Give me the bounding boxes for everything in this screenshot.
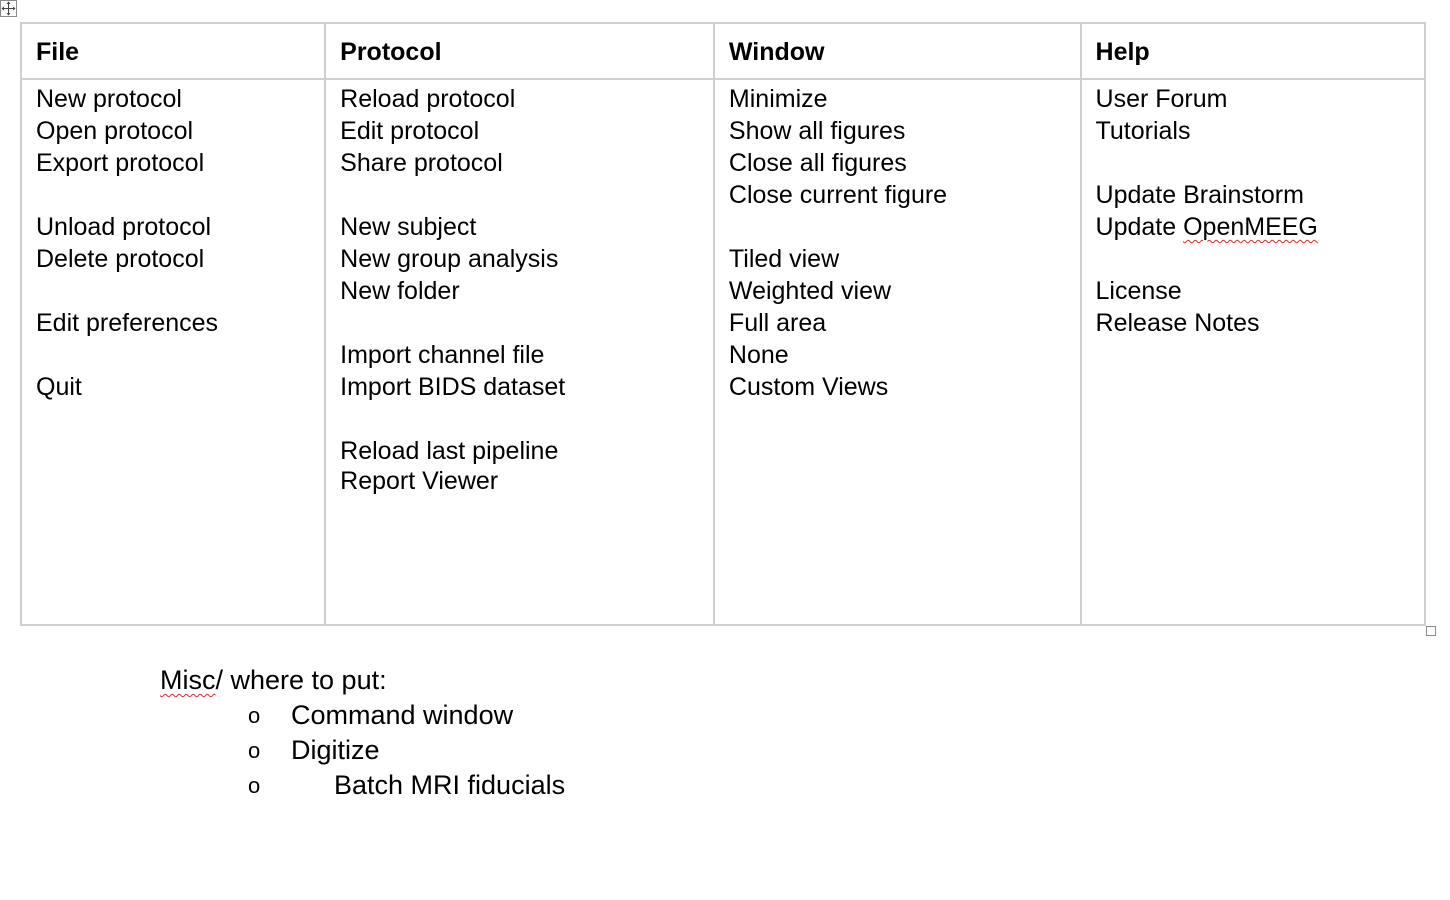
menu-table [20, 22, 1426, 626]
window-item-close-all-figures: Close all figures [728, 149, 907, 177]
help-spacer [1096, 147, 1410, 179]
protocol-item-reload-last-pipeline: Reload last pipeline [340, 437, 559, 465]
file-spacer [36, 179, 310, 211]
protocol-spacer [340, 307, 699, 339]
protocol-item-reload-protocol: Reload protocol [340, 85, 516, 113]
help-item-release-notes: Release Notes [1095, 309, 1260, 337]
window-item-full-area: Full area [728, 309, 827, 337]
window-cell [714, 79, 1081, 625]
header-window: Window [714, 23, 1081, 79]
protocol-item-edit-protocol: Edit protocol [340, 117, 480, 145]
file-item-export-protocol: Export protocol [36, 149, 205, 177]
help-item-license: License [1095, 277, 1182, 305]
misc-title [160, 662, 565, 698]
bullet-icon: o [248, 773, 261, 798]
misc-item-command-window [160, 698, 565, 733]
protocol-item-new-subject: New subject [340, 213, 477, 241]
file-item-unload-protocol: Unload protocol [36, 213, 212, 241]
window-item-show-all-figures: Show all figures [728, 117, 906, 145]
file-item-open-protocol: Open protocol [36, 117, 194, 145]
window-item-weighted-view: Weighted view [728, 277, 892, 305]
protocol-item-new-group-analysis: New group analysis [340, 245, 559, 273]
help-item-update-openmeeg [1096, 211, 1410, 243]
table-header-row [21, 23, 1425, 79]
misc-item-label: Batch MRI fiducials [334, 770, 566, 800]
help-item-update-brainstorm: Update Brainstorm [1095, 181, 1304, 209]
misc-item-label: Digitize [291, 735, 380, 765]
bullet-icon: o [248, 703, 261, 728]
file-item-edit-preferences: Edit preferences [36, 309, 219, 337]
protocol-item-share-protocol: Share protocol [340, 149, 503, 177]
protocol-spacer [340, 179, 699, 211]
window-item-custom-views: Custom Views [728, 373, 889, 401]
bullet-icon: o [248, 738, 261, 763]
protocol-item-new-folder: New folder [340, 277, 460, 305]
protocol-item-report-viewer: Report Viewer [340, 467, 499, 495]
misc-list [160, 698, 565, 803]
misc-item-label: Command window [291, 700, 514, 730]
help-item-tutorials: Tutorials [1095, 117, 1191, 145]
file-cell [21, 79, 325, 625]
table-move-handle-icon[interactable] [0, 0, 17, 17]
file-item-delete-protocol: Delete protocol [36, 245, 205, 273]
misc-title-rest: / where to put: [215, 665, 387, 695]
window-spacer [729, 211, 1066, 243]
header-protocol: Protocol [325, 23, 714, 79]
file-item-quit: Quit [36, 373, 82, 401]
window-item-close-current-figure: Close current figure [728, 181, 948, 209]
protocol-item-import-bids-dataset: Import BIDS dataset [340, 373, 566, 401]
spellcheck-word-openmeeg[interactable]: OpenMEEG [1183, 213, 1318, 241]
protocol-cell [325, 79, 714, 625]
header-file: File [21, 23, 325, 79]
help-spacer [1096, 243, 1410, 275]
protocol-item-import-channel-file: Import channel file [340, 341, 545, 369]
file-item-new-protocol: New protocol [36, 85, 182, 113]
help-cell [1081, 79, 1425, 625]
table-body-row [21, 79, 1425, 625]
protocol-spacer [340, 403, 699, 435]
file-spacer [36, 339, 310, 371]
window-item-minimize: Minimize [728, 85, 828, 113]
help-item-user-forum: User Forum [1095, 85, 1228, 113]
header-help: Help [1081, 23, 1425, 79]
window-item-tiled-view: Tiled view [728, 245, 840, 273]
window-item-none: None [728, 341, 789, 369]
table-resize-handle-icon[interactable] [1426, 626, 1436, 636]
misc-item-digitize [160, 733, 565, 768]
spellcheck-word-misc[interactable]: Misc [160, 665, 216, 695]
misc-section [160, 662, 565, 803]
misc-item-batch-mri-fiducials [160, 768, 565, 803]
file-spacer [36, 275, 310, 307]
update-openmeeg-prefix: Update [1095, 213, 1184, 241]
